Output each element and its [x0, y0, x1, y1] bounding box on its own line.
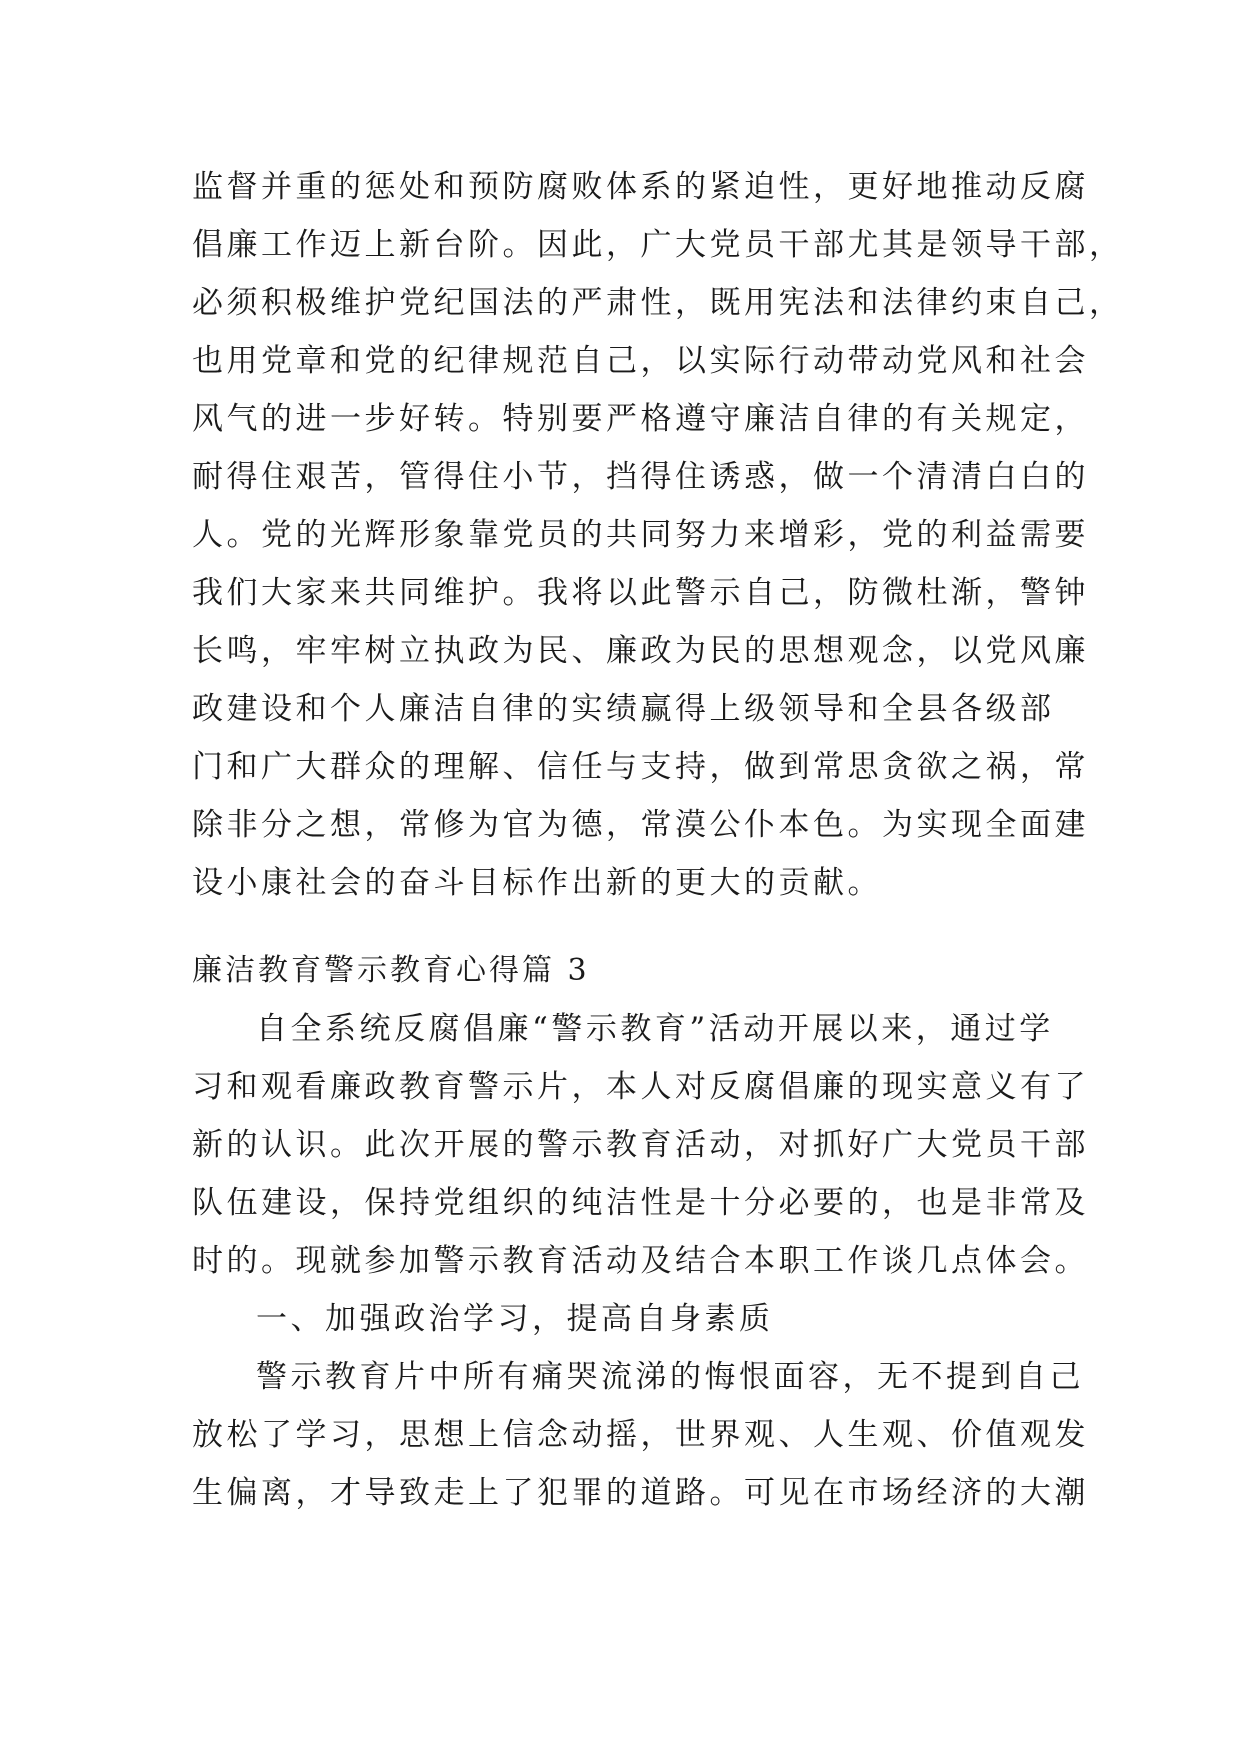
text-line: 警示教育片中所有痛哭流涕的悔恨面容，无不提到自己	[256, 1359, 1084, 1395]
text-line: 长鸣，牢牢树立执政为民、廉政为民的思想观念，以党风廉	[192, 633, 1089, 669]
essay-section	[192, 942, 1092, 1522]
paragraph-continued	[192, 158, 1124, 912]
text-line: 门和广大群众的理解、信任与支持，做到常思贪欲之祸，常	[192, 749, 1089, 785]
section-heading: 廉洁教育警示教育心得篇 3	[192, 953, 590, 988]
text-line: 监督并重的惩处和预防腐败体系的紧迫性，更好地推动反腐	[192, 169, 1089, 205]
text-line: 自全系统反腐倡廉“警示教育”活动开展以来，通过学	[256, 1011, 1054, 1047]
text-line: 新的认识。此次开展的警示教育活动，对抓好广大党员干部	[192, 1127, 1089, 1163]
text-line: 习和观看廉政教育警示片，本人对反腐倡廉的现实意义有了	[192, 1069, 1089, 1105]
text-line: 生偏离，才导致走上了犯罪的道路。可见在市场经济的大潮	[192, 1475, 1089, 1511]
text-line: 也用党章和党的纪律规范自己，以实际行动带动党风和社会	[192, 343, 1089, 379]
text-line: 时的。现就参加警示教育活动及结合本职工作谈几点体会。	[192, 1243, 1089, 1279]
text-line: 风气的进一步好转。特别要严格遵守廉洁自律的有关规定，	[192, 401, 1089, 437]
text-line: 设小康社会的奋斗目标作出新的更大的贡献。	[192, 865, 882, 901]
text-line: 人。党的光辉形象靠党员的共同努力来增彩，党的利益需要	[192, 517, 1089, 553]
text-line: 必须积极维护党纪国法的严肃性，既用宪法和法律约束自己，	[192, 285, 1124, 321]
text-line: 除非分之想，常修为官为德，常漠公仆本色。为实现全面建	[192, 807, 1089, 843]
text-line: 我们大家来共同维护。我将以此警示自己，防微杜渐，警钟	[192, 575, 1089, 611]
text-line: 耐得住艰苦，管得住小节，挡得住诱惑，做一个清清白白的	[192, 459, 1089, 495]
text-line: 队伍建设，保持党组织的纯洁性是十分必要的，也是非常及	[192, 1185, 1089, 1221]
subheading-line: 一、加强政治学习，提高自身素质	[256, 1301, 774, 1337]
text-line: 政建设和个人廉洁自律的实绩赢得上级领导和全县各级部	[192, 691, 1055, 727]
text-line: 放松了学习，思想上信念动摇，世界观、人生观、价值观发	[192, 1417, 1089, 1453]
text-line: 倡廉工作迈上新台阶。因此，广大党员干部尤其是领导干部，	[192, 227, 1124, 263]
